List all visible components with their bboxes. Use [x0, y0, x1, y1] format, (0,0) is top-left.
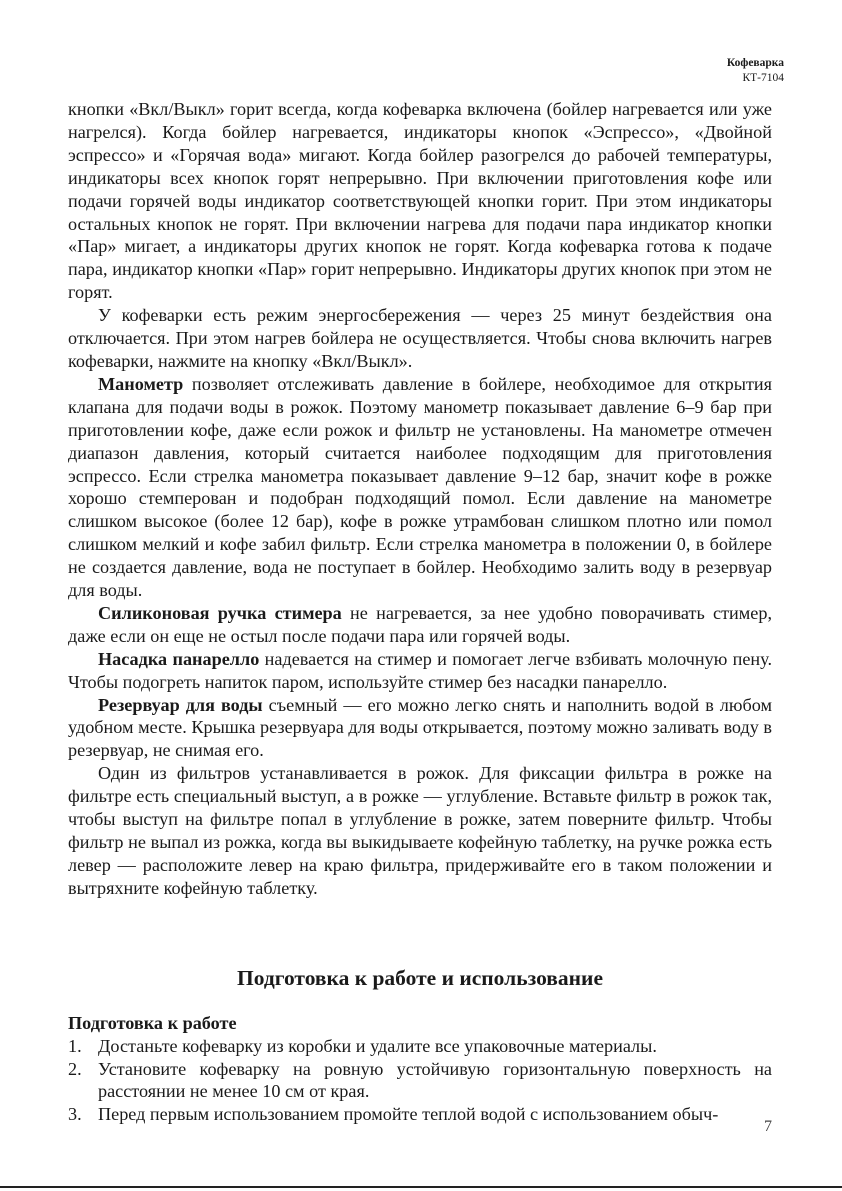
paragraph-text: У кофеварки есть режим энергосбережения — через 25 минут бездействия она отключается. При этом нагрев бойлера не осуществляется. Чтобы снова включить нагрев кофеварки, нажмите на кнопку «Вкл/Выкл».	[68, 305, 772, 371]
step-item	[68, 1103, 772, 1126]
header-model: КТ-7104	[742, 72, 784, 84]
step-item	[68, 1058, 772, 1104]
section-subtitle: Подготовка к работе	[68, 1012, 237, 1033]
step-number: 1.	[68, 1035, 82, 1056]
body-paragraph	[68, 602, 772, 648]
body-paragraph	[68, 304, 772, 373]
paragraph-text: не нагревается, за нее удобно поворачивать стимер, даже если он еще не остыл после подачи пара или горячей воды.	[68, 602, 772, 646]
page-body	[68, 98, 772, 1126]
body-paragraph	[68, 762, 772, 899]
paragraphs-container	[68, 98, 772, 900]
bold-term: Силиконовая ручка стимера	[98, 602, 342, 623]
body-paragraph	[68, 648, 772, 694]
bold-term: Насадка панарелло	[98, 648, 260, 669]
paragraph-text: позволяет отслеживать давление в бойлере, необходимое для открытия клапана для подачи воды в рожок. Поэтому манометр показывает давление 6–9 бар при приготовлении кофе, даже если рожок и фильтр не установлены. На манометре отмечен диапазон давления, который считается наиболее подходящим для приготовления эспрессо. Если стрелка манометра показывает давление 9–12 бар, значит кофе в рожке хорошо стемперован и подобран подходящий помол. Если давление на манометре слишком высокое (более 12 бар), кофе в рожке утрамбован слишком плотно или помол слишком мелкий и кофе забил фильтр. Если стрелка манометра в положении 0, в бойлере не создается давление, вода не поступает в бойлер. Необходимо залить воду в резервуар для воды.	[68, 373, 772, 601]
section-title: Подготовка к работе и использование	[237, 965, 603, 990]
step-number: 2.	[68, 1058, 82, 1079]
bold-term: Резервуар для воды	[98, 694, 263, 715]
body-paragraph	[68, 373, 772, 602]
bottom-rule	[0, 1186, 842, 1188]
step-item	[68, 1035, 772, 1058]
body-paragraph	[68, 694, 772, 763]
paragraph-text: кнопки «Вкл/Выкл» горит всегда, когда кофеварка включена (бойлер нагревается или уже нагрелся). Когда бойлер нагревается, индикаторы кнопок «Эспрессо», «Двойной эспрессо» и «Горячая вода» мигают. Когда бойлер разогрелся до рабочей температуры, индикаторы всех кнопок горят непрерывно. При включении приготовления кофе или подачи горячей воды индикатор соответствующей кнопки горит. При этом индикаторы остальных кнопок не горят. При включении нагрева для подачи пара индикатор кнопки «Пар» мигает, а индикаторы других кнопок не горят. Когда кофеварка готова к подаче пара, индикатор кнопки «Пар» горит непрерывно. Индикаторы других кнопок при этом не горят.	[68, 99, 772, 303]
paragraph-text: надевается на стимер и помогает легче взбивать молочную пену. Чтобы подогреть напиток паром, используйте стимер без насадки панарелло.	[68, 648, 772, 692]
step-text: Достаньте кофеварку из коробки и удалите все упаковочные материалы.	[98, 1035, 657, 1056]
paragraph-text: съемный — его можно легко снять и наполнить водой в любом удобном месте. Крышка резервуара для воды открывается, поэтому можно заливать воду в резервуар, не снимая его.	[68, 694, 772, 761]
body-paragraph	[68, 98, 772, 304]
paragraph-text: Один из фильтров устанавливается в рожок. Для фиксации фильтра в рожке на фильтре есть специальный выступ, а в рожке — углубление. Вставьте фильтр в рожок так, чтобы выступ на фильтре попал в углубление в рожке, затем поверните фильтр. Чтобы фильтр не выпал из рожка, когда вы выкидываете кофейную таблетку, на ручке рожка есть левер — расположите левер на краю фильтра, придерживайте его в таком положении и вытряхните кофейную таблетку.	[68, 763, 772, 898]
page-number: 7	[764, 1118, 772, 1135]
steps-list	[68, 1035, 772, 1127]
step-text: Установите кофеварку на ровную устойчивую горизонтальную поверхность на расстоянии не менее 10 см от края.	[98, 1058, 772, 1102]
header-brand: Кофеварка	[726, 57, 784, 69]
step-number: 3.	[68, 1104, 82, 1125]
step-text: Перед первым использованием промойте теплой водой с использованием обыч-	[98, 1104, 719, 1125]
bold-term: Манометр	[98, 373, 184, 394]
running-header	[727, 56, 784, 86]
